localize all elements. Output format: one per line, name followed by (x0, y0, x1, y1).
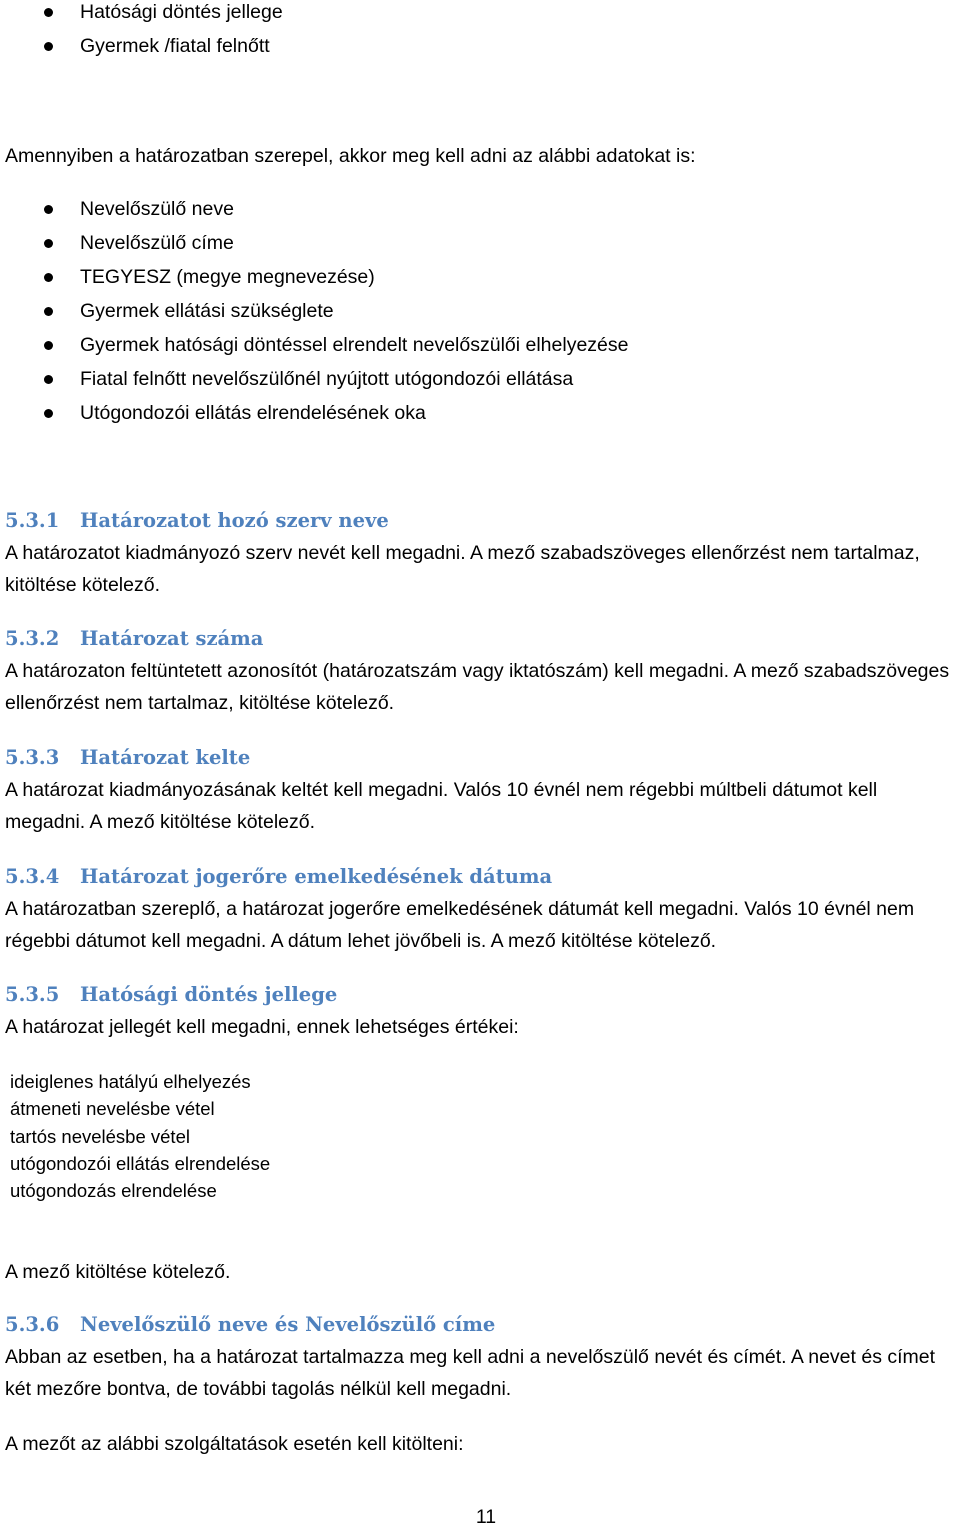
section-number: 5.3.3 (5, 746, 60, 769)
list-item: Nevelőszülő neve (0, 197, 629, 231)
section-title: Határozat jogerőre emelkedésének dátuma (80, 865, 553, 888)
bullet-icon (44, 375, 53, 384)
data-bullet-list (0, 197, 629, 435)
bullet-icon (44, 205, 53, 214)
mandatory-note: A mező kitöltése kötelező. (5, 1261, 231, 1283)
section-number: 5.3.6 (5, 1313, 60, 1336)
bullet-icon (44, 239, 53, 248)
bullet-icon (44, 273, 53, 282)
section-body: A határozatot kiadmányozó szerv nevét kell megadni. A mező szabadszöveges ellenőrzést nem tartalmaz, kitöltése kötelező. (5, 542, 920, 596)
section-title: Határozat száma (80, 627, 264, 650)
section-heading (5, 865, 552, 889)
section-title: Nevelőszülő neve és Nevelőszülő címe (80, 1313, 496, 1336)
list-item: tartós nevelésbe vétel (10, 1125, 190, 1147)
value-list (10, 1071, 270, 1207)
list-item: utógondozói ellátás elrendelése (10, 1152, 271, 1174)
section-number: 5.3.1 (5, 509, 60, 532)
section-title: Határozatot hozó szerv neve (80, 509, 389, 532)
bullet-icon (44, 409, 53, 418)
list-item: Fiatal felnőtt nevelőszülőnél nyújtott utógondozói ellátása (0, 367, 629, 401)
section-heading (5, 1313, 495, 1337)
services-note: A mezőt az alábbi szolgáltatások esetén kell kitölteni: (5, 1433, 464, 1455)
list-item: Nevelőszülő címe (0, 231, 629, 265)
section-body: Abban az esetben, ha a határozat tartalmazza meg kell adni a nevelőszülő nevét és címét. A nevet és címet két mezőre bontva, de további tagolás nélkül kell megadni. (5, 1346, 936, 1400)
list-item: ideiglenes hatályú elhelyezés (10, 1071, 251, 1092)
section-body: A határozat kiadmányozásának keltét kell megadni. Valós 10 évnél nem régebbi múltbeli dátumot kell megadni. A mező kitöltése kötelező. (5, 779, 878, 833)
page-number: 11 (475, 1506, 497, 1528)
list-item: Utógondozói ellátás elrendelésének oka (0, 401, 629, 435)
section-number: 5.3.2 (5, 627, 60, 650)
bullet-icon (44, 341, 53, 350)
section-title: Hatósági döntés jellege (80, 983, 338, 1006)
list-item: átmeneti nevelésbe vétel (10, 1098, 215, 1120)
section-title: Határozat kelte (80, 746, 251, 769)
list-item: Hatósági döntés jellege (0, 0, 283, 34)
section-heading (5, 983, 337, 1007)
section-number: 5.3.5 (5, 983, 60, 1006)
section-body: A határozatban szereplő, a határozat jogerőre emelkedésének dátumát kell megadni. Valós 10 évnél nem régebbi dátumot kell megadni. A dátum lehet jövőbeli is. A mező kitöltése kötelező. (5, 898, 915, 952)
list-item: TEGYESZ (megye megnevezése) (0, 265, 629, 299)
top-bullet-list (0, 0, 283, 68)
intro-paragraph: Amennyiben a határozatban szerepel, akkor meg kell adni az alábbi adatokat is: (5, 145, 696, 167)
section-heading (5, 509, 389, 533)
list-item: utógondozás elrendelése (10, 1180, 217, 1202)
list-item: Gyermek /fiatal felnőtt (0, 34, 283, 68)
bullet-icon (44, 8, 53, 17)
bullet-icon (44, 42, 53, 51)
list-item: Gyermek ellátási szükséglete (0, 299, 629, 333)
section-number: 5.3.4 (5, 865, 60, 888)
list-item: Gyermek hatósági döntéssel elrendelt nevelőszülői elhelyezése (0, 333, 629, 367)
section-body: A határozat jellegét kell megadni, ennek lehetséges értékei: (5, 1016, 519, 1038)
bullet-icon (44, 307, 53, 316)
section-body: A határozaton feltüntetett azonosítót (határozatszám vagy iktatószám) kell megadni. A mező szabadszöveges ellenőrzést nem tartalmaz, kitöltése kötelező. (5, 660, 950, 714)
section-heading (5, 746, 250, 770)
section-heading (5, 627, 263, 651)
